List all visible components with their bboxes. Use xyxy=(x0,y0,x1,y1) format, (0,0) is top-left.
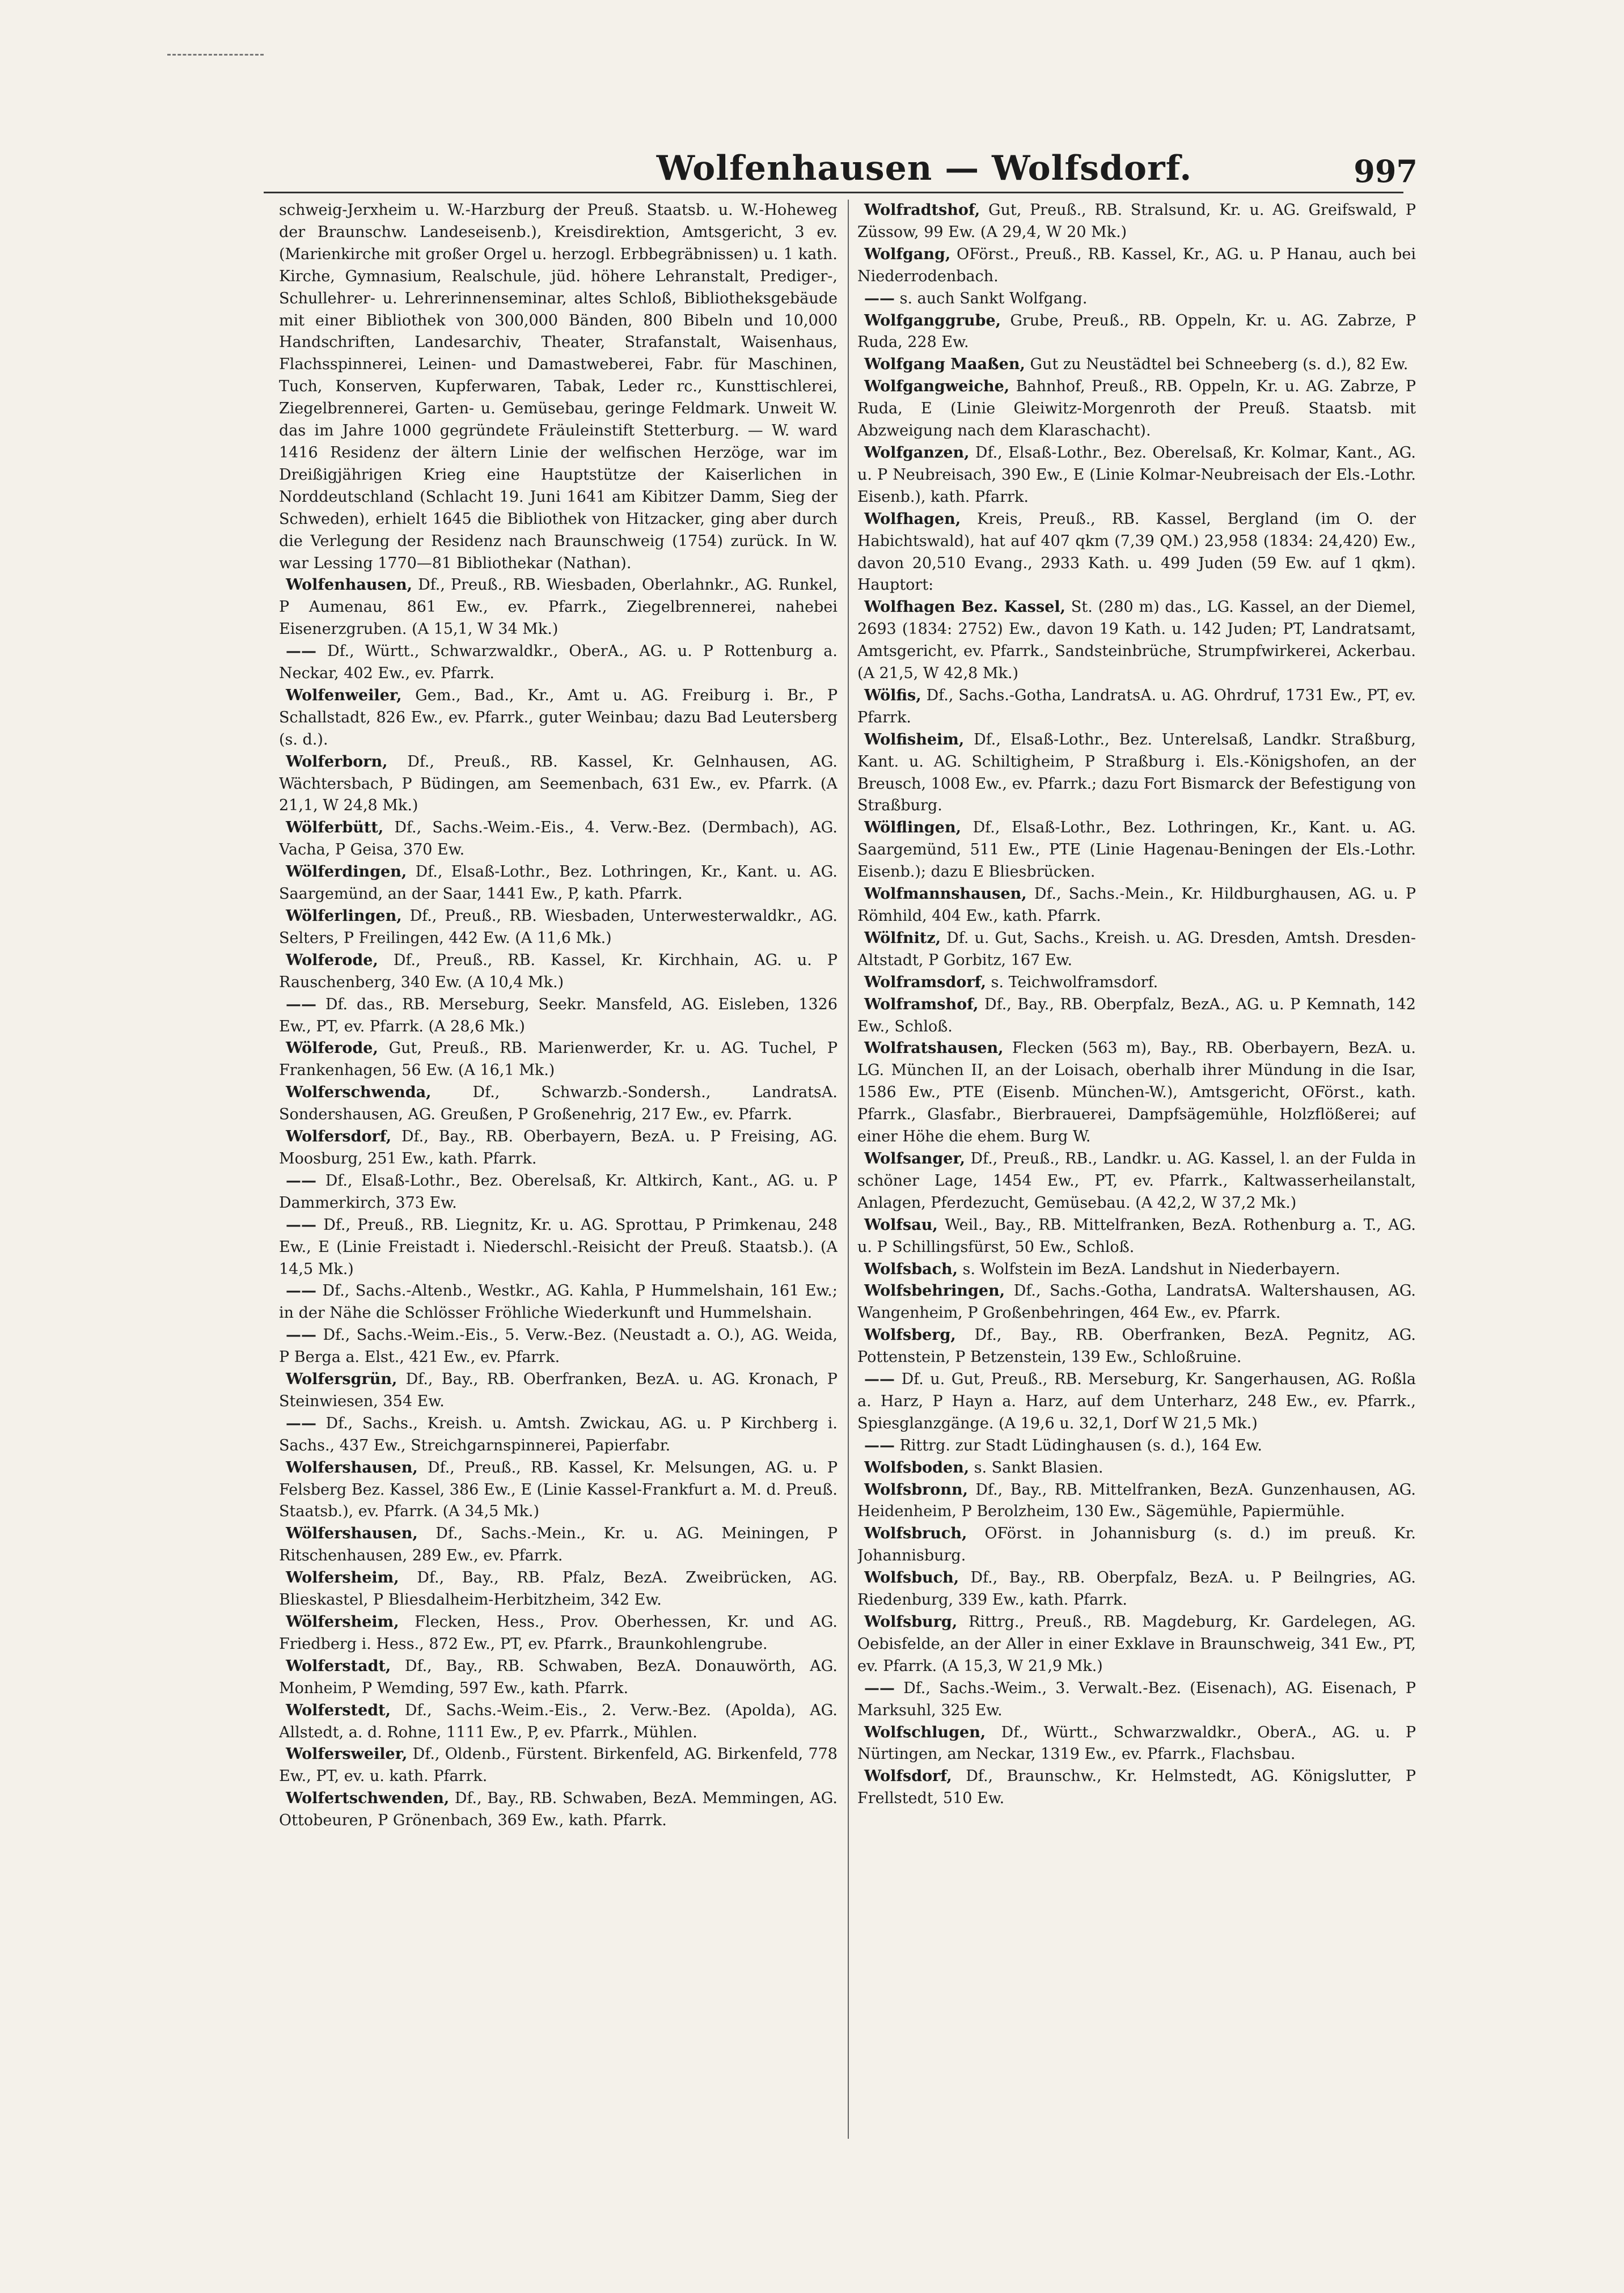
dictionary-entry xyxy=(279,1611,838,1656)
entry-text: schweig-Jerxheim u. W.-Harzburg der Preuß. Staatsb. u. W.-Hoheweg der Braunschw. Landeseisenb.), Kreisdirektion, Amtsgericht, 3 ev. (Marienkirche mit großer Orgel u. herzogl. Erbbegräbnissen) u. 1 kath. Kirche, Gymnasium, Realschule, jüd. höhere Lehranstalt, Prediger-, Schullehrer- u. Lehrerinnenseminar, altes Schloß, Bibliotheksgebäude mit einer Bibliothek von 300,000 Bänden, 800 Bibeln und 10,000 Handschriften, Landesarchiv, Theater, Strafanstalt, Waisenhaus, Flachsspinnerei, Leinen- und Damastweberei, Fabr. für Maschinen, Tuch, Konserven, Kupferwaren, Tabak, Leder rc., Kunsttischlerei, Ziegelbrennerei, Garten- u. Gemüsebau, geringe Feldmark. Unweit W. das im Jahre 1000 gegründete Fräuleinstift Stetterburg. — W. ward 1416 Residenz der ältern Linie der welfischen Herzöge, war im Dreißigjährigen Krieg eine Hauptstütze der Kaiserlichen in Norddeutschland (Schlacht 19. Juni 1641 am Kibitzer Damm, Sieg der Schweden), erhielt 1645 die Bibliothek von Hitzacker, ging aber durch die Verlegung der Residenz nach Braunschweig (1754) zurück. In W. war Lessing 1770—81 Bibliothekar (Nathan). xyxy=(279,201,838,572)
dictionary-entry xyxy=(857,1611,1416,1678)
entry-headword: Wolframsdorf, xyxy=(864,973,987,991)
entry-headword: Wolframshof, xyxy=(864,995,979,1013)
dictionary-entry xyxy=(279,200,838,574)
entry-text: Flecken (563 m), Bay., RB. Oberbayern, BezA. u. LG. München II, an der Loisach, oberhalb ihrer Mündung in die Isar, 1586 Ew., PTE (Eisenb. München-W.), Amtsgericht, OFörst., kath. Pfarrk., Glasfabr., Bierbrauerei, Dampfsägemühle, Holzflößerei; auf einer Höhe die ehem. Burg W. xyxy=(857,1039,1416,1146)
entry-headword: Wolfsbehringen, xyxy=(864,1282,1005,1300)
entry-text: Df., Preuß., RB. Kassel, Kr. Gelnhausen, AG. Wächtersbach, P Büdingen, am Seemenbach, 631 Ew., ev. Pfarrk. (A 21,1, W 24,8 Mk.) xyxy=(279,752,838,815)
entry-headword: Wölferode, xyxy=(286,1039,378,1057)
dictionary-entry xyxy=(279,1325,838,1369)
entry-headword: Wolfisheim, xyxy=(864,730,965,748)
dictionary-entry xyxy=(857,244,1416,288)
dictionary-entry xyxy=(857,1259,1416,1281)
header-rule xyxy=(264,192,1403,193)
dictionary-entry xyxy=(857,928,1416,972)
page-number: 997 xyxy=(1354,153,1418,189)
entry-text: Df., Sachs.-Mein., Kr. u. AG. Meiningen, P Ritschenhausen, 289 Ew., ev. Pfarrk. xyxy=(279,1525,838,1565)
entry-text: Gut, Preuß., RB. Stralsund, Kr. u. AG. Greifswald, P Züssow, 99 Ew. (A 29,4, W 20 Mk.) xyxy=(857,201,1416,241)
entry-headword: Wolfersgrün, xyxy=(286,1370,397,1389)
entry-text: Df., Bay., RB. Schwaben, BezA. Memmingen, AG. Ottobeuren, P Grönenbach, 369 Ew., kath. Pfarrk. xyxy=(279,1789,838,1830)
entry-headword: Wolfersweiler, xyxy=(286,1745,408,1763)
entry-text: Df., Schwarzb.-Sondersh., LandratsA. Sondershausen, AG. Greußen, P Großenehrig, 217 Ew., ev. Pfarrk. xyxy=(279,1084,838,1124)
entry-text: Df., Elsaß-Lothr., Bez. Unterelsaß, Landkr. Straßburg, Kant. u. AG. Schiltigheim, P Straßburg i. Els.-Königshofen, an der Breusch, 1008 Ew., ev. Pfarrk.; dazu Fort Bismarck der Befestigung von Straßburg. xyxy=(857,730,1416,815)
dictionary-entry xyxy=(857,1479,1416,1524)
dictionary-entry xyxy=(857,288,1416,310)
entry-headword: —— xyxy=(286,1326,316,1344)
entry-headword: —— xyxy=(864,1679,895,1697)
entry-headword: Wolfsdorf, xyxy=(864,1767,952,1786)
entry-text: Df., Sachs.-Weim.-Eis., 4. Verw.-Bez. (Dermbach), AG. Vacha, P Geisa, 370 Ew. xyxy=(279,819,838,859)
entry-text: Gem., Bad., Kr., Amt u. AG. Freiburg i. Br., P Schallstadt, 826 Ew., ev. Pfarrk., guter Weinbau; dazu Bad Leutersberg (s. d.). xyxy=(279,686,838,748)
entry-text: Df., Sachs.-Weim., 3. Verwalt.-Bez. (Eisenach), AG. Eisenach, P Marksuhl, 325 Ew. xyxy=(857,1679,1416,1719)
dictionary-entry xyxy=(857,354,1416,376)
entry-headword: Wolfenhausen, xyxy=(286,576,412,594)
entry-headword: Wolfsberg, xyxy=(864,1326,956,1344)
entry-text: Df., Sachs.-Gotha, LandratsA. Waltershausen, AG. Wangenheim, P Großenbehringen, 464 Ew., ev. Pfarrk. xyxy=(857,1282,1416,1322)
dictionary-entry xyxy=(857,1722,1416,1766)
column-divider xyxy=(848,200,849,2139)
entry-text: Df., Bay., RB. Mittelfranken, BezA. Gunzenhausen, AG. Heidenheim, P Berolzheim, 130 Ew., Sägemühle, Papiermühle. xyxy=(857,1480,1416,1521)
entry-text: Df. u. Gut, Sachs., Kreish. u. AG. Dresden, Amtsh. Dresden-Altstadt, P Gorbitz, 167 Ew. xyxy=(857,929,1416,969)
entry-headword: Wölflingen, xyxy=(864,819,961,837)
entry-text: Df., Bay., RB. Oberfranken, BezA. Pegnitz, AG. Pottenstein, P Betzenstein, 139 Ew., Schloßruine. xyxy=(857,1326,1416,1367)
dictionary-entry xyxy=(279,906,838,950)
entry-headword: Wolferode, xyxy=(286,951,378,969)
entry-headword: Wolfschlugen, xyxy=(864,1723,986,1741)
entry-text: Df., Sachs.-Gotha, LandratsA. u. AG. Ohrdruf, 1731 Ew., PT, ev. Pfarrk. xyxy=(857,686,1416,726)
dictionary-entry xyxy=(279,817,838,861)
entry-headword: Wolferborn, xyxy=(286,752,388,771)
dictionary-entry xyxy=(857,509,1416,597)
dictionary-entry xyxy=(279,1280,838,1325)
dictionary-entry xyxy=(857,685,1416,729)
entry-headword: Wolfsbach, xyxy=(864,1260,958,1278)
entry-text: Df., Elsaß-Lothr., Bez. Oberelsaß, Kr. Altkirch, Kant., AG. u. P Dammerkirch, 373 Ew. xyxy=(279,1171,838,1212)
entry-text: Rittrg. zur Stadt Lüdinghausen (s. d.), 164 Ew. xyxy=(899,1436,1262,1454)
entry-text: Df., Preuß., RB. Kassel, Kr. Kirchhain, AG. u. P Rauschenberg, 340 Ew. (A 10,4 Mk.) xyxy=(279,951,838,991)
entry-headword: Wölferdingen, xyxy=(286,863,407,881)
entry-headword: —— xyxy=(286,1216,316,1234)
entry-headword: Wolfertschwenden, xyxy=(286,1789,450,1808)
entry-text: Df., Sachs.-Weim.-Eis., 5. Verw.-Bez. (Neustadt a. O.), AG. Weida, P Berga a. Elst., 421 Ew., ev. Pfarrk. xyxy=(279,1326,838,1367)
entry-headword: Wolfsbruch, xyxy=(864,1525,967,1543)
dictionary-entry xyxy=(857,1148,1416,1215)
entry-text: Df., Elsaß-Lothr., Bez. Lothringen, Kr., Kant. u. AG. Saargemünd, an der Saar, 1441 Ew., P, kath. Pfarrk. xyxy=(279,863,838,903)
dictionary-entry xyxy=(279,1369,838,1413)
dictionary-entry xyxy=(857,972,1416,994)
entry-headword: Wolfsboden, xyxy=(864,1458,970,1477)
right-column xyxy=(857,200,1416,2144)
entry-text: s. auch Sankt Wolfgang. xyxy=(899,289,1088,307)
entry-text: Df., Bay., RB. Oberbayern, BezA. u. P Freising, AG. Moosburg, 251 Ew., kath. Pfarrk. xyxy=(279,1128,838,1167)
entry-text: Df., Preuß., RB. Liegnitz, Kr. u. AG. Sprottau, P Primkenau, 248 Ew., E (Linie Freistadt i. Niederschl.-Reisicht der Preuß. Staatsb.). (A 14,5 Mk.) xyxy=(279,1216,838,1278)
entry-text: Df., Sachs.-Mein., Kr. Hildburghausen, AG. u. P Römhild, 404 Ew., kath. Pfarrk. xyxy=(857,885,1416,925)
entry-text: Df., Sachs.-Weim.-Eis., 2. Verw.-Bez. (Apolda), AG. Allstedt, a. d. Rohne, 1111 Ew., P, ev. Pfarrk., Mühlen. xyxy=(279,1701,838,1741)
entry-text: Grube, Preuß., RB. Oppeln, Kr. u. AG. Zabrze, P Ruda, 228 Ew. xyxy=(857,311,1416,352)
entry-text: Df., Württ., Schwarzwaldkr., OberA., AG. u. P Nürtingen, am Neckar, 1319 Ew., ev. Pfarrk., Flachsbau. xyxy=(857,1723,1416,1763)
entry-headword: Wolferstadt, xyxy=(286,1657,391,1675)
entry-headword: Wolfsanger, xyxy=(864,1149,966,1167)
entry-headword: Wölfis, xyxy=(864,686,921,704)
entry-text: Df., Sachs., Kreish. u. Amtsh. Zwickau, AG. u. P Kirchberg i. Sachs., 437 Ew., Streichgarnspinnerei, Papierfabr. xyxy=(279,1414,838,1454)
entry-text: Kreis, Preuß., RB. Kassel, Bergland (im O. der Habichtswald), hat auf 407 qkm (7,39 QM.) 23,958 (1834: 24,420) Ew., davon 20,510 Evang., 2933 Kath. u. 499 Juden (59 Ew. auf 1 qkm). Hauptort: xyxy=(857,510,1416,594)
entry-headword: Wölfnitz, xyxy=(864,929,941,947)
dictionary-entry xyxy=(857,817,1416,883)
dictionary-entry xyxy=(857,596,1416,685)
dictionary-entry xyxy=(279,1656,838,1700)
entry-headword: Wolfershausen, xyxy=(286,1458,418,1477)
entry-headword: Wölferlingen, xyxy=(286,907,402,925)
dictionary-entry xyxy=(857,310,1416,354)
entry-headword: Wölfersheim, xyxy=(286,1613,399,1631)
entry-text: Weil., Bay., RB. Mittelfranken, BezA. Rothenburg a. T., AG. u. P Schillingsfürst, 50 Ew., Schloß. xyxy=(857,1216,1416,1256)
entry-text: Df., Braunschw., Kr. Helmstedt, AG. Königslutter, P Frellstedt, 510 Ew. xyxy=(857,1767,1416,1808)
dictionary-entry xyxy=(279,1170,838,1215)
dictionary-entry xyxy=(279,1788,838,1832)
entry-text: s. Wolfstein im BezA. Landshut in Niederbayern. xyxy=(962,1260,1340,1278)
entry-headword: —— xyxy=(286,1171,316,1190)
dictionary-entry xyxy=(857,200,1416,244)
dictionary-entry xyxy=(279,1523,838,1567)
dictionary-entry xyxy=(279,685,838,751)
entry-headword: —— xyxy=(286,1282,316,1300)
dictionary-entry xyxy=(857,1280,1416,1325)
entry-text: St. (280 m) das., LG. Kassel, an der Diemel, 2693 (1834: 2752) Ew., davon 19 Kath. u. 142 Juden; PT, Landratsamt, Amtsgericht, ev. Pfarrk., Sandsteinbrüche, Strumpfwirkerei, Ackerbau. (A 21,5, W 42,8 Mk.) xyxy=(857,598,1416,683)
entry-headword: Wölferbütt, xyxy=(286,819,384,837)
entry-headword: Wolfhagen Bez. Kassel, xyxy=(864,598,1066,616)
entry-headword: Wolfganzen, xyxy=(864,443,970,462)
dictionary-entry xyxy=(279,1700,838,1744)
entry-text: Df., Bay., RB. Oberpfalz, BezA., AG. u. P Kemnath, 142 Ew., Schloß. xyxy=(857,995,1416,1035)
entry-text: Rittrg., Preuß., RB. Magdeburg, Kr. Gardelegen, AG. Oebisfelde, an der Aller in einer Exklave in Braunschweig, 341 Ew., PT, ev. Pfarrk. (A 15,3, W 21,9 Mk.) xyxy=(857,1613,1416,1675)
entry-text: s. Sankt Blasien. xyxy=(974,1458,1103,1477)
entry-headword: Wolfmannshausen, xyxy=(864,885,1027,903)
dictionary-entry xyxy=(857,883,1416,928)
entry-text: s. Teichwolframsdorf. xyxy=(991,973,1158,991)
entry-text: Bahnhof, Preuß., RB. Oppeln, Kr. u. AG. Zabrze, P Ruda, E (Linie Gleiwitz-Morgenroth der Preuß. Staatsb. mit Abzweigung nach dem Klaraschacht). xyxy=(857,378,1416,440)
entry-text: Df., Preuß., RB. Kassel, Kr. Melsungen, AG. u. P Felsberg Bez. Kassel, 386 Ew., E (Linie Kassel-Frankfurt a. M. d. Preuß. Staatsb.), ev. Pfarrk. (A 34,5 Mk.) xyxy=(279,1458,838,1521)
entry-headword: Wolferschwenda, xyxy=(286,1084,432,1102)
entry-headword: —— xyxy=(286,995,316,1013)
entry-text: Flecken, Hess., Prov. Oberhessen, Kr. und AG. Friedberg i. Hess., 872 Ew., PT, ev. Pfarrk., Braunkohlengrube. xyxy=(279,1613,838,1653)
entry-text: Df., Elsaß-Lothr., Bez. Oberelsaß, Kr. Kolmar, Kant., AG. u. P Neubreisach, 390 Ew., E (Linie Kolmar-Neubreisach der Els.-Lothr. Eisenb.), kath. Pfarrk. xyxy=(857,443,1416,506)
entry-text: Df. das., RB. Merseburg, Seekr. Mansfeld, AG. Eisleben, 1326 Ew., PT, ev. Pfarrk. (A 28,6 Mk.) xyxy=(279,995,838,1035)
entry-headword: —— xyxy=(864,1436,895,1454)
entry-headword: Wolfsau, xyxy=(864,1216,938,1234)
entry-headword: Wolfradtshof, xyxy=(864,201,980,219)
entry-text: Df., Bay., RB. Pfalz, BezA. Zweibrücken, AG. Blieskastel, P Bliesdalheim-Herbitzheim, 342 Ew. xyxy=(279,1569,838,1609)
entry-text: OFörst. in Johannisburg (s. d.) im preuß. Kr. Johannisburg. xyxy=(857,1525,1416,1565)
dictionary-entry xyxy=(857,1457,1416,1479)
dictionary-entry xyxy=(279,1413,838,1457)
dictionary-entry xyxy=(279,1744,838,1788)
entry-text: Df., Bay., RB. Oberfranken, BezA. u. AG. Kronach, P Steinwiesen, 354 Ew. xyxy=(279,1370,838,1410)
dictionary-entry xyxy=(279,751,838,818)
entry-headword: Wolfgangweiche, xyxy=(864,378,1010,396)
entry-headword: Wolfhagen, xyxy=(864,510,961,528)
entry-text: Df. u. Gut, Preuß., RB. Merseburg, Kr. Sangerhausen, AG. Roßla a. Harz, P Hayn a. Harz, auf dem Unterharz, 248 Ew., ev. Pfarrk., Spiesglanzgänge. (A 19,6 u. 32,1, Dorf W 21,5 Mk.) xyxy=(857,1370,1416,1432)
entry-headword: —— xyxy=(286,1414,316,1432)
dictionary-entry xyxy=(279,574,838,641)
entry-text: Df., Bay., RB. Oberpfalz, BezA. u. P Beilngries, AG. Riedenburg, 339 Ew., kath. Pfarrk. xyxy=(857,1569,1416,1609)
dictionary-entry xyxy=(279,1082,838,1126)
entry-text: Df., Elsaß-Lothr., Bez. Lothringen, Kr., Kant. u. AG. Saargemünd, 511 Ew., PTE (Linie Hagenau-Beningen der Els.-Lothr. Eisenb.); dazu E Bliesbrücken. xyxy=(857,819,1416,881)
entry-headword: Wolfersdorf, xyxy=(286,1128,392,1146)
dictionary-entry xyxy=(857,1678,1416,1722)
dictionary-entry xyxy=(857,442,1416,509)
dictionary-entry xyxy=(279,994,838,1038)
page-corner-mark xyxy=(167,54,264,78)
entry-headword: Wolferstedt, xyxy=(286,1701,391,1719)
dictionary-entry xyxy=(857,1325,1416,1369)
dictionary-entry xyxy=(857,1567,1416,1611)
dictionary-entry xyxy=(857,376,1416,442)
entry-headword: Wolfsburg, xyxy=(864,1613,958,1631)
entry-text: Df., Sachs.-Altenb., Westkr., AG. Kahla, P Hummelshain, 161 Ew.; in der Nähe die Schlösser Fröhliche Wiederkunft und Hummelshain. xyxy=(279,1282,838,1322)
entry-headword: Wolfersheim, xyxy=(286,1569,399,1587)
entry-text: Df., Preuß., RB., Landkr. u. AG. Kassel, l. an der Fulda in schöner Lage, 1454 Ew., PT, ev. Pfarrk., Kaltwasserheilanstalt, Anlagen, Pferdezucht, Gemüsebau. (A 42,2, W 37,2 Mk.) xyxy=(857,1149,1416,1212)
entry-headword: Wolfenweiler, xyxy=(286,686,402,704)
entry-headword: —— xyxy=(864,289,895,307)
entry-headword: Wolfsbuch, xyxy=(864,1569,959,1587)
dictionary-entry xyxy=(857,729,1416,818)
entry-headword: —— xyxy=(864,1370,895,1389)
running-header: Wolfenhausen — Wolfsdorf. xyxy=(656,149,1192,188)
entry-text: Gut zu Neustädtel bei Schneeberg (s. d.), 82 Ew. xyxy=(1030,356,1409,374)
dictionary-entry xyxy=(279,1457,838,1524)
entry-text: Df., Preuß., RB. Wiesbaden, Unterwesterwaldkr., AG. Selters, P Freilingen, 442 Ew. (A 11,6 Mk.) xyxy=(279,907,838,947)
entry-text: Df., Preuß., RB. Wiesbaden, Oberlahnkr., AG. Runkel, P Aumenau, 861 Ew., ev. Pfarrk., Ziegelbrennerei, nahebei Eisenerzgruben. (A 15,1, W 34 Mk.) xyxy=(279,576,838,638)
entry-text: Df., Bay., RB. Schwaben, BezA. Donauwörth, AG. Monheim, P Wemding, 597 Ew., kath. Pfarrk. xyxy=(279,1657,838,1697)
dictionary-entry xyxy=(279,861,838,906)
entry-headword: Wolfgang Maaßen, xyxy=(864,356,1025,374)
dictionary-entry xyxy=(279,641,838,685)
dictionary-entry xyxy=(279,1038,838,1082)
entry-text: Df., Württ., Schwarzwaldkr., OberA., AG. u. P Rottenburg a. Neckar, 402 Ew., ev. Pfarrk. xyxy=(279,642,838,683)
entry-headword: Wölfershausen, xyxy=(286,1525,418,1543)
dictionary-entry xyxy=(279,1567,838,1611)
dictionary-entry xyxy=(857,1215,1416,1259)
entry-text: OFörst., Preuß., RB. Kassel, Kr., AG. u. P Hanau, auch bei Niederrodenbach. xyxy=(857,245,1416,285)
left-column xyxy=(279,200,838,2144)
entry-headword: Wolfgang, xyxy=(864,245,951,263)
entry-text: Df., Oldenb., Fürstent. Birkenfeld, AG. Birkenfeld, 778 Ew., PT, ev. u. kath. Pfarrk. xyxy=(279,1745,838,1786)
dictionary-entry xyxy=(857,1435,1416,1457)
entry-headword: Wolfratshausen, xyxy=(864,1039,1004,1057)
entry-headword: Wolfganggrube, xyxy=(864,311,1001,329)
entry-text: Gut, Preuß., RB. Marienwerder, Kr. u. AG. Tuchel, P Frankenhagen, 56 Ew. (A 16,1 Mk.) xyxy=(279,1039,838,1080)
dictionary-entry xyxy=(857,1369,1416,1435)
dictionary-entry xyxy=(279,1215,838,1281)
entry-headword: Wolfsbronn, xyxy=(864,1480,968,1499)
dictionary-entry xyxy=(279,950,838,994)
entry-headword: —— xyxy=(286,642,316,661)
dictionary-entry xyxy=(279,1126,838,1170)
dictionary-entry xyxy=(857,1523,1416,1567)
dictionary-entry xyxy=(857,1038,1416,1148)
dictionary-entry xyxy=(857,1766,1416,1810)
dictionary-entry xyxy=(857,994,1416,1038)
